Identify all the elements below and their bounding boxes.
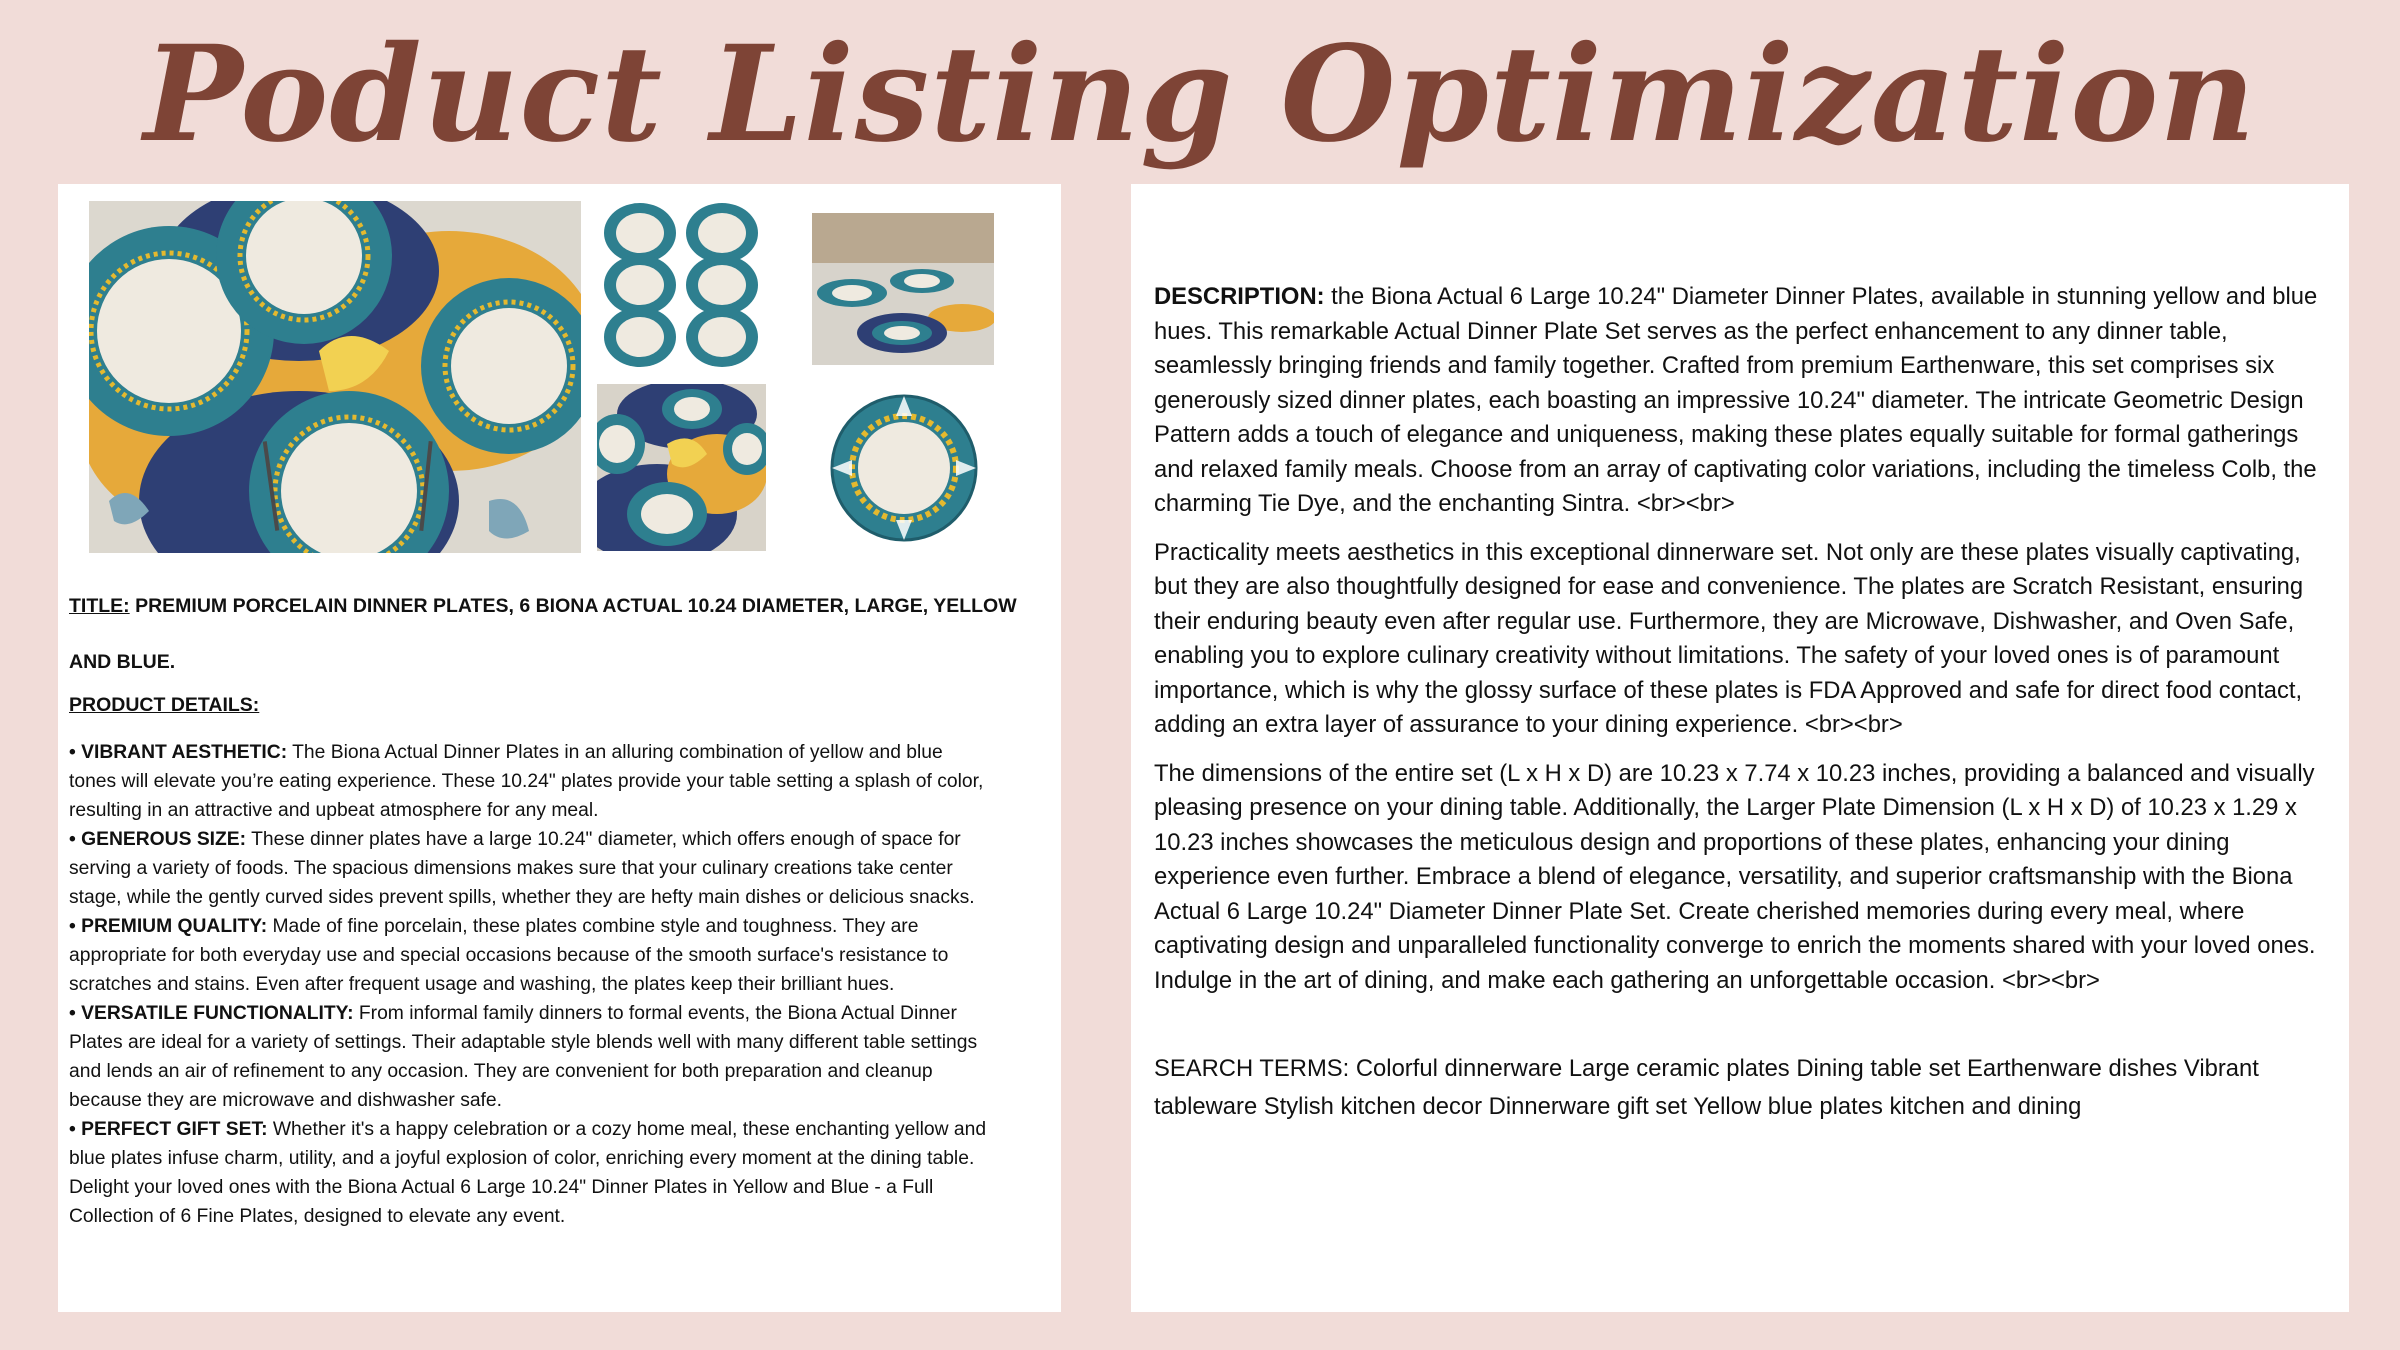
- bullet-text: The Biona Actual Dinner Plates in an alluring combination of yellow and blue tones will elevate you’re eating experience. These 10.24" plates provide your table setting a splash of color, resulting in an attractive and upbeat atmosphere for any meal.: [69, 742, 984, 821]
- description-paragraph-3: The dimensions of the entire set (L x H x D) are 10.23 x 7.74 x 10.23 inches, providing a balanced and visually pleasing presence on your dining table. Additionally, the Larger Plate Dimension (L x H x D) of 10.23 x 1.29 x 10.23 inches showcases the meticulous design and proportions of these plates, enhancing your dining experience even further. Embrace a blend of elegance, versatility, and superior craftsmanship with the Biona Actual 6 Large 10.24" Diameter Dinner Plate Set. Create cherished memories during every meal, where captivating design and unparalleled functionality converge to enrich the moments shared with your loved ones. Indulge in the art of dining, and make each gathering an unforgettable occasion. <br><br>: [1154, 759, 2316, 994]
- listing-text: [69, 578, 1054, 1231]
- single-plate-photo[interactable]: [809, 384, 999, 552]
- page-title: Poduct Listing Optimization: [143, 17, 2257, 172]
- listing-title: [69, 578, 1054, 690]
- list-item: [69, 912, 989, 999]
- bullet-label: • VIBRANT AESTHETIC:: [69, 742, 288, 763]
- plate-stack-photo[interactable]: [598, 201, 764, 367]
- bullet-text: From informal family dinners to formal events, the Biona Actual Dinner Plates are ideal for a variety of settings. Their adaptable style blends well with many different table settings and lends an air of refinement to any occasion. They are convenient for both preparation and cleanup because they are microwave and dishwasher safe.: [69, 1003, 978, 1111]
- search-terms: SEARCH TERMS: Colorful dinnerware Large ceramic plates Dining table set Earthenware dishes Vibrant tableware Stylish kitchen decor Dinnerware gift set Yellow blue plates kitchen and dining: [1154, 1055, 2259, 1120]
- bullet-label: • VERSATILE FUNCTIONALITY:: [69, 1003, 354, 1024]
- product-details-heading: PRODUCT DETAILS:: [69, 694, 260, 716]
- bullet-label: • PREMIUM QUALITY:: [69, 916, 268, 937]
- product-details-list: [69, 738, 1054, 1231]
- table-setting-photo[interactable]: [89, 201, 581, 553]
- list-item: [69, 1115, 989, 1231]
- list-item: [69, 738, 989, 825]
- product-image-gallery: [58, 184, 1061, 564]
- bullet-text: Made of fine porcelain, these plates combine style and toughness. They are appropriate for both everyday use and special occasions because of the smooth surface's resistance to scratches and stains. Even after frequent usage and washing, the plates keep their brilliant hues.: [69, 916, 949, 995]
- title-label: TITLE:: [69, 595, 130, 617]
- description-text: [1154, 280, 2334, 1140]
- title-text: PREMIUM PORCELAIN DINNER PLATES, 6 BIONA ACTUAL 10.24 DIAMETER, LARGE, YELLOW AND BLUE.: [69, 595, 1017, 673]
- dining-room-photo[interactable]: [812, 213, 994, 365]
- description-paragraph-2: Practicality meets aesthetics in this exceptional dinnerware set. Not only are these plates visually captivating, but they are also thoughtfully designed for ease and convenience. The plates are Scratch Resistant, ensuring their enduring beauty even after regular use. Furthermore, they are Microwave, Dishwasher, and Oven Safe, enabling you to explore culinary creativity without limitations. The safety of your loved ones is of paramount importance, which is why the glossy surface of these plates is FDA Approved and safe for direct food contact, adding an extra layer of assurance to your dining experience. <br><br>: [1154, 538, 2304, 738]
- bullet-label: • GENEROUS SIZE:: [69, 829, 247, 850]
- description-text-1: the Biona Actual 6 Large 10.24" Diameter Dinner Plates, available in stunning yellow and blue hues. This remarkable Actual Dinner Plate Set serves as the perfect enhancement to any dinner table, seamlessly bringing friends and family together. Crafted from premium Earthenware, this set comprises six generously sized dinner plates, each boasting an impressive 10.24" diameter. The intricate Geometric Design Pattern adds a touch of elegance and uniqueness, making these plates equally suitable for formal gatherings and relaxed family meals. Choose from an array of captivating color variations, including the timeless Colb, the charming Tie Dye, and the enchanting Sintra. <br><br>: [1154, 283, 2318, 517]
- list-item: [69, 999, 989, 1115]
- list-item: [69, 825, 989, 912]
- description-label: DESCRIPTION:: [1154, 283, 1325, 310]
- table-closeup-photo[interactable]: [597, 384, 766, 551]
- bullet-text: Whether it's a happy celebration or a cozy home meal, these enchanting yellow and blue plates infuse charm, utility, and a joyful explosion of color, enriching every moment at the dining table. Delight your loved ones with the Biona Actual 6 Large 10.24" Dinner Plates in Yellow and Blue - a Full Collection of 6 Fine Plates, designed to elevate any event.: [69, 1119, 987, 1227]
- description-panel: [1131, 184, 2349, 1312]
- listing-details-panel: [58, 184, 1061, 1312]
- bullet-label: • PERFECT GIFT SET:: [69, 1119, 268, 1140]
- bullet-text: These dinner plates have a large 10.24" diameter, which offers enough of space for serving a variety of foods. The spacious dimensions makes sure that your culinary creations take center stage, while the gently curved sides prevent spills, whether they are hefty main dishes or delicious snacks.: [69, 829, 975, 908]
- description-paragraph-1: [1154, 280, 2334, 522]
